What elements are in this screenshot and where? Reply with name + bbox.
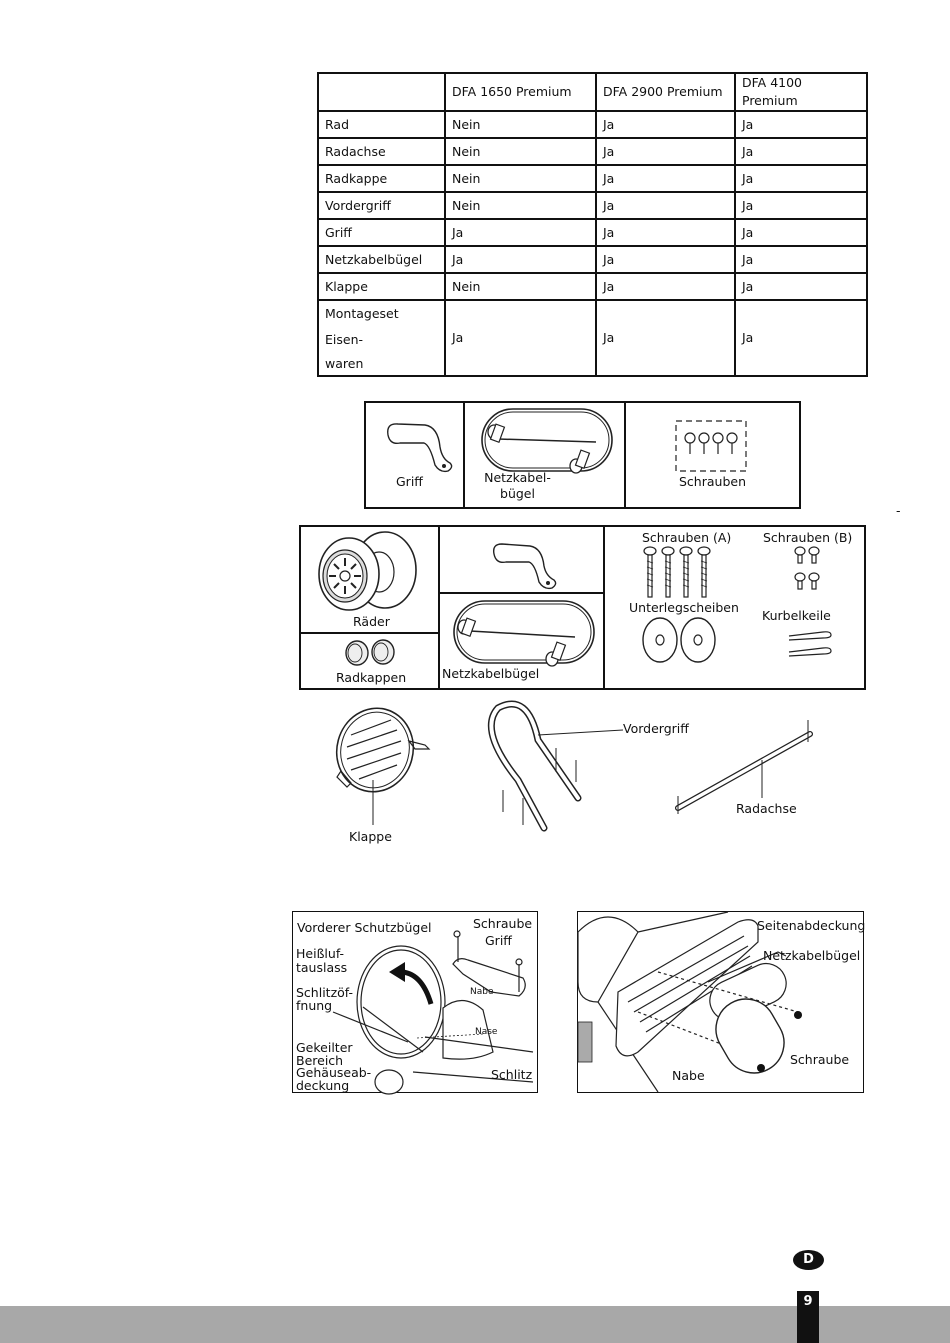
label-radachse: Radachse	[736, 801, 797, 816]
label-netzkabel-2: bügel	[500, 486, 535, 501]
table-cell: Ja	[596, 273, 735, 300]
handle-illustration	[380, 415, 460, 475]
label-nabe-right: Nabe	[672, 1068, 705, 1083]
label-gekeilter: Gekeilter	[296, 1040, 353, 1055]
table-cell: Netzkabelbügel	[318, 246, 445, 273]
label-unterlegscheiben: Unterlegscheiben	[629, 600, 739, 615]
label-griff: Griff	[396, 474, 423, 489]
label-schlitzoef: Schlitzöf-	[296, 985, 354, 1000]
table-cell: Ja	[445, 300, 596, 376]
label-griff-left: Griff	[485, 933, 512, 948]
label-netzkabelbuegel: Netzkabelbügel	[442, 666, 540, 681]
table-cell: Radachse	[318, 138, 445, 165]
table-cell: Ja	[596, 246, 735, 273]
divider	[624, 403, 626, 507]
table-row	[318, 219, 867, 246]
table-cell: Ja	[445, 246, 596, 273]
label-schraube-right: Schraube	[790, 1052, 850, 1067]
table-cell: Vordergriff	[318, 192, 445, 219]
handle-illustration-2	[488, 538, 568, 590]
table-cell: Radkappe	[318, 165, 445, 192]
label-klappe: Klappe	[349, 829, 392, 844]
cord-holder-illustration	[478, 406, 618, 476]
long-screws-illustration	[640, 545, 720, 600]
label-netzkabelbuegel-right: Netzkabelbügel	[763, 948, 861, 963]
table-cell: Ja	[596, 138, 735, 165]
table-cell: Rad	[318, 111, 445, 138]
table-cell: Nein	[445, 165, 596, 192]
wheels-illustration	[315, 528, 425, 614]
table-row	[318, 246, 867, 273]
language-badge: D	[793, 1250, 824, 1270]
table-header-row	[318, 73, 867, 111]
label-vordergriff: Vordergriff	[623, 721, 689, 736]
table-cell: Ja	[735, 300, 867, 376]
label-schraube-left: Schraube	[473, 916, 533, 931]
table-header-cell: DFA 4100 Premium	[735, 73, 867, 111]
label-heissluf: Heißluf-	[296, 946, 345, 961]
label-schrauben-a: Schrauben (A)	[642, 530, 732, 545]
label-gehaeuseab: Gehäuseab-	[296, 1065, 372, 1080]
label-kurbelkeile: Kurbelkeile	[762, 608, 831, 623]
table-cell: Ja	[445, 219, 596, 246]
table-row	[318, 192, 867, 219]
table-row	[318, 138, 867, 165]
label-raeder: Räder	[353, 614, 390, 629]
table-cell: Nein	[445, 273, 596, 300]
label-nabe-left: Nabe	[470, 987, 494, 997]
table-cell: Klappe	[318, 273, 445, 300]
divider	[440, 592, 605, 594]
divider	[463, 403, 465, 507]
table-cell: Ja	[735, 192, 867, 219]
table-cell: Ja	[596, 300, 735, 376]
washers-illustration	[638, 615, 722, 665]
table-cell: Ja	[735, 219, 867, 246]
stray-mark: -	[896, 503, 901, 518]
row-label-line: waren	[325, 356, 364, 371]
table-cell: Ja	[596, 165, 735, 192]
label-schrauben-b: Schrauben (B)	[763, 530, 853, 545]
short-screws-illustration	[792, 545, 826, 593]
label-netzkabel-1: Netzkabel-	[484, 470, 551, 485]
screws-illustration	[673, 418, 749, 474]
divider	[438, 527, 440, 688]
label-deckung: deckung	[296, 1078, 350, 1093]
label-vorderer-schutzbuegel: Vorderer Schutzbügel	[297, 920, 432, 935]
table-row	[318, 300, 867, 376]
label-tauslass: tauslass	[296, 960, 348, 975]
table-header-cell: DFA 1650 Premium	[445, 73, 596, 111]
equipment-table	[317, 72, 868, 377]
divider	[603, 527, 605, 688]
table-cell: Ja	[735, 165, 867, 192]
table-cell: Ja	[735, 138, 867, 165]
table-cell: Ja	[596, 192, 735, 219]
table-row	[318, 273, 867, 300]
row-label-line: Montageset Eisen-	[325, 306, 399, 347]
label-fnung: fnung	[296, 998, 333, 1013]
front-handle-illustration	[458, 700, 618, 835]
table-cell: Ja	[596, 219, 735, 246]
hubcaps-illustration	[343, 638, 399, 668]
table-cell: Ja	[735, 246, 867, 273]
cord-holder-illustration-2	[450, 597, 600, 669]
label-nase: Nase	[475, 1027, 498, 1037]
table-cell: Ja	[735, 111, 867, 138]
table-row	[318, 165, 867, 192]
table-header-cell	[318, 73, 445, 111]
page-number: 9	[797, 1291, 819, 1343]
table-header-cell: DFA 2900 Premium	[596, 73, 735, 111]
table-row	[318, 111, 867, 138]
table-cell: Ja	[596, 111, 735, 138]
label-schrauben: Schrauben	[679, 474, 746, 489]
divider	[301, 632, 440, 634]
label-radkappen: Radkappen	[336, 670, 407, 685]
table-cell	[318, 300, 445, 376]
leader-line	[365, 780, 385, 830]
table-cell: Ja	[735, 273, 867, 300]
label-seitenabdeckung: Seitenabdeckung	[757, 918, 866, 933]
table-cell: Nein	[445, 138, 596, 165]
label-schlitz: Schlitz	[491, 1067, 533, 1082]
table-cell: Nein	[445, 192, 596, 219]
label-bereich: Bereich	[296, 1053, 344, 1068]
table-cell: Nein	[445, 111, 596, 138]
cotter-pins-illustration	[785, 624, 835, 660]
table-cell: Griff	[318, 219, 445, 246]
